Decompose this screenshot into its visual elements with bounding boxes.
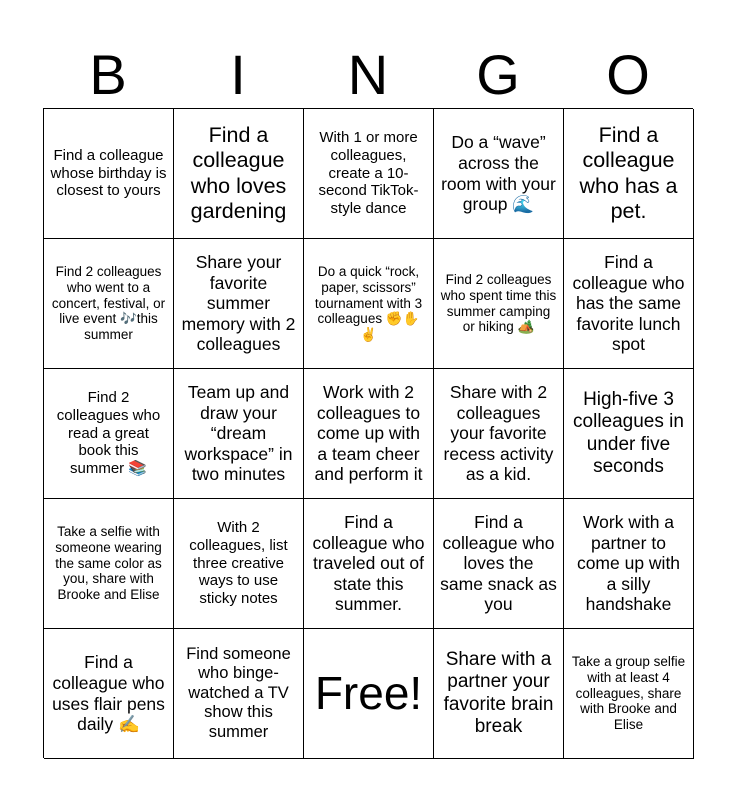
bingo-cell[interactable] [44,239,174,369]
bingo-cell[interactable] [304,109,434,239]
cell-text: Find a colleague who loves the same snack as you [440,511,557,615]
cell-text: High-five 3 colleagues in under five seconds [573,388,684,477]
cell-text: Find a colleague who has a pet. [579,122,678,223]
bingo-cell[interactable] [304,499,434,629]
bingo-cell[interactable] [44,109,174,239]
header-letter-g: G [476,43,520,106]
bingo-cell[interactable] [434,369,564,499]
cell-text: With 1 or more colleagues, create a 10-second TikTok-style dance [318,129,419,218]
bingo-cell[interactable] [44,369,174,499]
bingo-grid [43,108,693,758]
cell-text: Team up and draw your “dream workspace” in two minutes [184,381,293,485]
cell-text: Find a colleague who has the same favorite lunch spot [572,251,685,355]
cell-text: Find someone who binge-watched a TV show this summer [186,644,291,741]
cell-text: Find 2 colleagues who spent time this summer camping or hiking 🏕️ [440,271,557,335]
bingo-cell[interactable] [174,499,304,629]
bingo-cell[interactable] [44,629,174,759]
bingo-cell[interactable] [174,369,304,499]
bingo-cell[interactable] [564,109,694,239]
bingo-cell[interactable] [174,629,304,759]
cell-text: Share your favorite summer memory with 2 colleagues [181,251,296,355]
header-letter-n: N [347,43,389,106]
bingo-cell[interactable] [44,499,174,629]
cell-text: Find a colleague who loves gardening [190,122,287,223]
bingo-cell[interactable] [304,239,434,369]
cell-text: With 2 colleagues, list three creative ways to use sticky notes [189,519,288,608]
bingo-cell[interactable] [434,109,564,239]
bingo-cell[interactable] [174,239,304,369]
header-letter-i: I [230,43,246,106]
cell-text: Find 2 colleagues who went to a concert, festival, or live event 🎶this summer [51,263,166,343]
cell-text: Do a quick “rock, paper, scissors” tournament with 3 colleagues ✊✋✌️ [314,263,423,343]
bingo-cell[interactable] [434,239,564,369]
bingo-cell[interactable] [564,629,694,759]
header-letter-b: B [89,43,127,106]
cell-text: Work with 2 colleagues to come up with a team cheer and perform it [314,381,423,485]
cell-text: Find 2 colleagues who read a great book this summer 📚 [56,389,161,478]
cell-text: Find a colleague who uses flair pens daily ✍️ [52,652,165,735]
bingo-cell[interactable] [564,369,694,499]
bingo-header [43,44,693,106]
bingo-cell[interactable] [564,239,694,369]
free-space-label: Free! [314,667,423,720]
bingo-cell[interactable] [434,629,564,759]
free-space-cell[interactable] [304,629,434,759]
bingo-cell[interactable] [174,109,304,239]
cell-text: Work with a partner to come up with a silly handshake [576,511,681,615]
cell-text: Do a “wave” across the room with your group 🌊 [441,132,556,215]
cell-text: Find a colleague whose birthday is closest to yours [50,146,167,200]
bingo-cell[interactable] [434,499,564,629]
header-letter-o: O [606,43,650,106]
cell-text: Take a selfie with someone wearing the same color as you, share with Brooke and Elise [55,523,162,603]
cell-text: Find a colleague who traveled out of state this summer. [312,511,425,615]
bingo-cell[interactable] [304,369,434,499]
cell-text: Share with 2 colleagues your favorite recess activity as a kid. [443,381,554,485]
cell-text: Share with a partner your favorite brain break [443,648,554,737]
cell-text: Take a group selfie with at least 4 colleagues, share with Brooke and Elise [571,653,686,733]
bingo-cell[interactable] [564,499,694,629]
